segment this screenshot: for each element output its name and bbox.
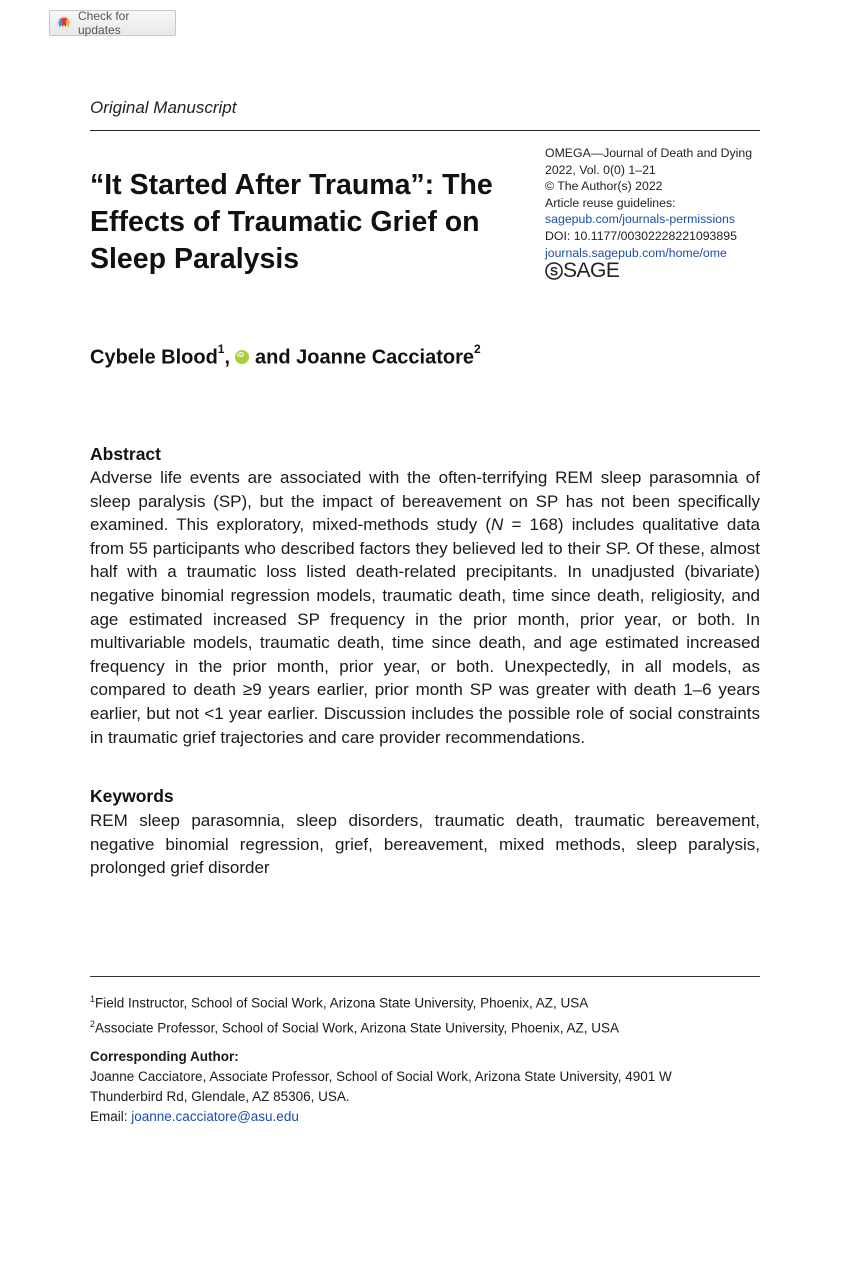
affiliation-2 <box>90 1014 770 1039</box>
affiliation-text: Associate Professor, School of Social Work, Arizona State University, Phoenix, AZ, USA <box>95 1020 619 1035</box>
author-name: and Joanne Cacciatore <box>255 346 475 369</box>
bookmark-ribbon-icon <box>56 15 72 31</box>
affiliation-marker: 2 <box>474 342 481 356</box>
affiliation-text: Field Instructor, School of Social Work, Arizona State University, Phoenix, AZ, USA <box>95 995 589 1011</box>
abstract-text-part: = 168) includes qualitative data from 55 participants who described factors they believed led to their SP. Of these, almost half with a traumatic loss listed death-related precipitants. In unadjusted (bivariate) negative binomial regression models, traumatic death, time since death, religiosity, and age estimated increased SP frequency in the prior month, prior year, or both. In multivariable models, traumatic death, time since death, and age estimated increased frequency in the prior month, prior year, or both. Unexpectedly, in all models, as compared to death ≥9 years earlier, prior month SP was greater with death 1–6 years earlier, but not <1 year earlier. Discussion includes the possible role of social constraints in traumatic grief trajectories and care provider recommendations. <box>90 515 760 747</box>
sage-logo <box>545 258 775 282</box>
author-name: Cybele Blood <box>90 346 218 369</box>
affiliations <box>90 989 770 1038</box>
check-for-updates-button[interactable] <box>49 10 176 36</box>
doi-line: DOI: 10.1177/00302228221093895 <box>545 228 737 243</box>
email-line <box>90 1107 770 1127</box>
affiliation-marker: 2 <box>90 1018 96 1029</box>
check-for-updates-label: Check for updates <box>78 9 130 37</box>
abstract-heading: Abstract <box>90 444 161 464</box>
corresponding-author <box>90 1047 770 1127</box>
email-label: Email: <box>90 1109 132 1124</box>
affiliation-marker: 1 <box>90 994 96 1004</box>
corresponding-author-heading: Corresponding Author: <box>90 1049 239 1064</box>
email-link[interactable]: joanne.cacciatore@asu.edu <box>131 1109 299 1124</box>
article-title: “It Started After Trauma”: The Effects of Traumatic Grief on Sleep Paralysis <box>90 169 493 275</box>
sample-size-symbol: N <box>491 515 504 535</box>
svg-text:S: S <box>549 264 559 279</box>
abstract-text-part: Adverse life events are associated with the often-terrifying REM sleep parasomnia of sleep paralysis (SP), but the impact of bereavement on SP has not been specifically examined. This exploratory, mixed-methods study ( <box>90 468 760 535</box>
footnote-divider <box>90 976 760 977</box>
article-type: Original Manuscript <box>90 98 237 117</box>
permissions-link[interactable]: sagepub.com/journals-permissions <box>545 212 736 227</box>
keywords-text: REM sleep parasomnia, sleep disorders, traumatic death, traumatic bereavement, negative binomial regression, grief, bereavement, mixed methods, sleep paralysis, prolonged grief disorder <box>90 811 760 878</box>
sage-wordmark: SAGE <box>563 258 620 282</box>
author-separator: , <box>224 346 231 369</box>
journal-name: OMEGA—Journal of Death and Dying <box>545 146 753 160</box>
journal-metadata <box>545 145 775 280</box>
affiliation-1 <box>90 989 770 1014</box>
sage-s-icon <box>545 262 563 280</box>
abstract-text <box>90 466 760 749</box>
keywords-heading: Keywords <box>90 786 174 806</box>
affiliation-marker: 1 <box>217 342 225 356</box>
journal-home-link[interactable]: journals.sagepub.com/home/ome <box>545 245 727 260</box>
corresponding-address-line: Thunderbird Rd, Glendale, AZ 85306, USA. <box>90 1089 350 1104</box>
header-divider <box>90 130 760 131</box>
copyright-line: © The Author(s) 2022 <box>545 179 663 194</box>
orcid-icon[interactable] <box>235 350 249 364</box>
reuse-guidelines-label: Article reuse guidelines: <box>545 195 676 210</box>
corresponding-address-line: Joanne Cacciatore, Associate Professor, School of Social Work, Arizona State University, 4901 W <box>90 1069 672 1084</box>
journal-volume: 2022, Vol. 0(0) 1–21 <box>545 162 656 177</box>
author-list <box>90 342 481 370</box>
